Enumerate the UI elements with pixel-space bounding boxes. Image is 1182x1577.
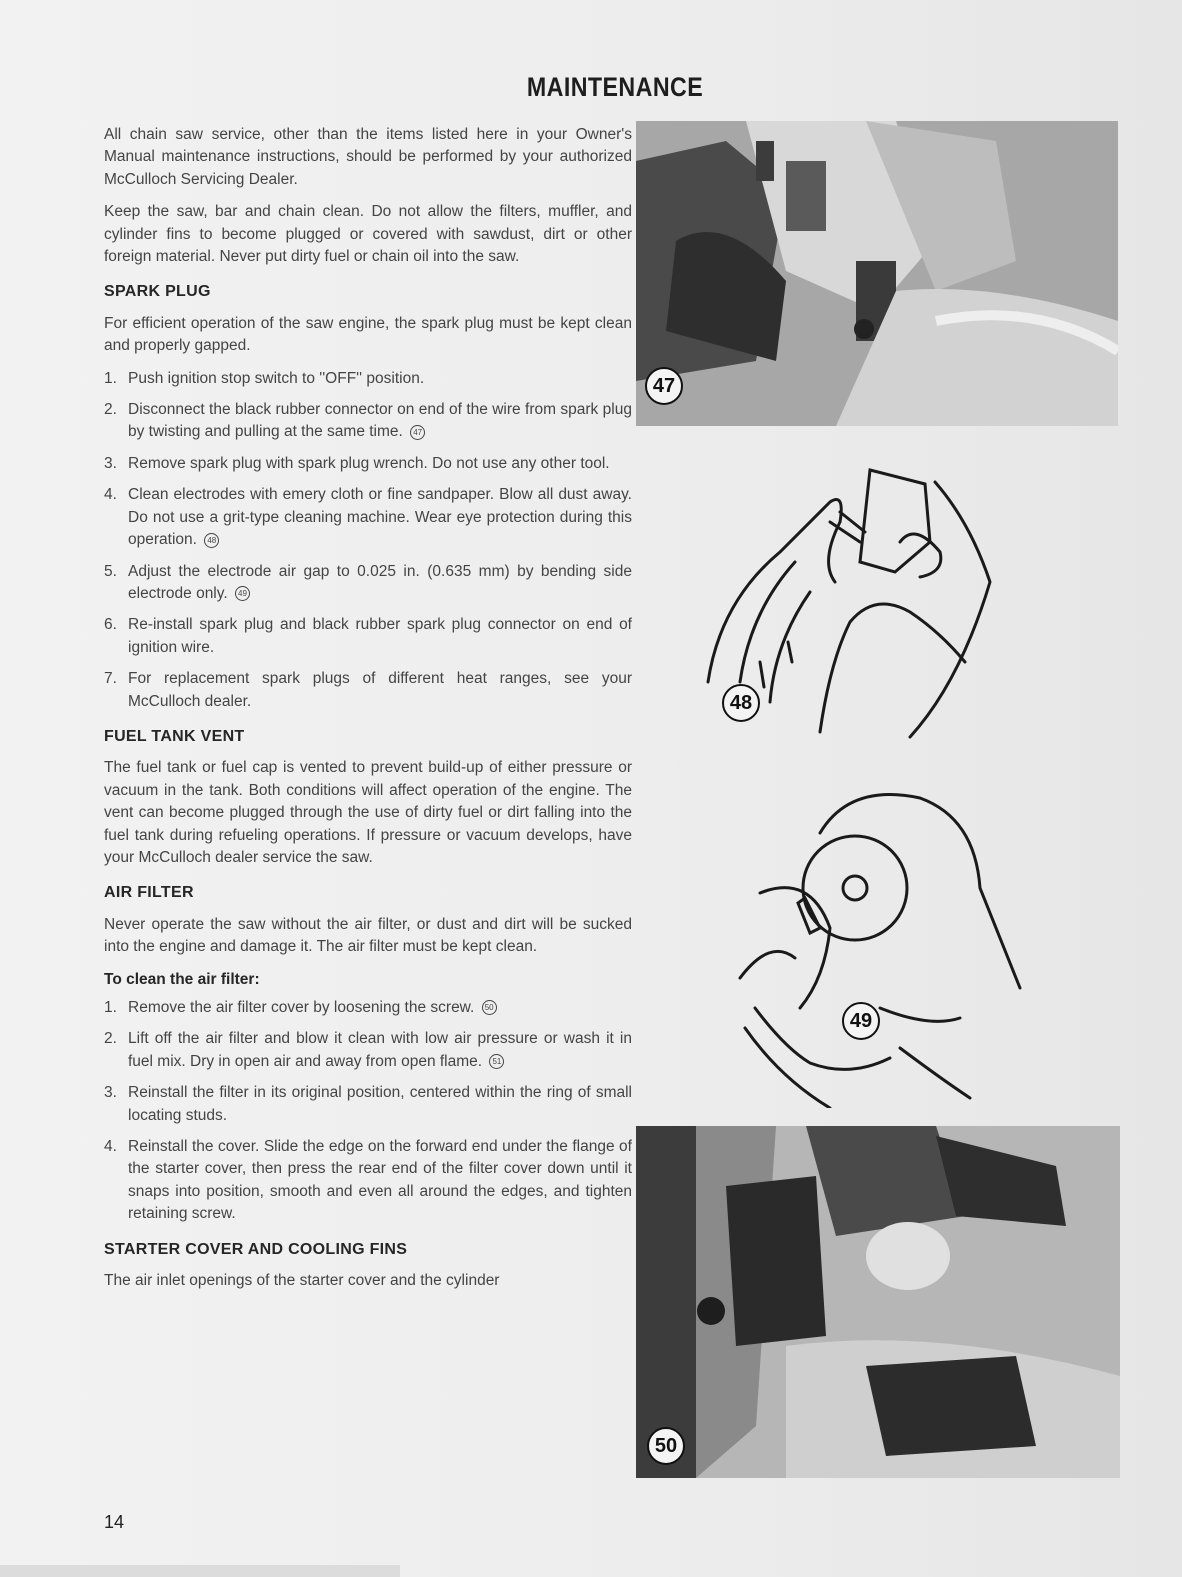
list-item: 6. Re-install spark plug and black rubber spark plug connector on end of ignition wire. <box>104 616 632 656</box>
fuel-tank-vent-text: The fuel tank or fuel cap is vented to prevent build-up of either pressure or vacuum in the tank. Both conditions will affect operation of the engine. The vent can become plugged through the use of dirty fuel or dirt falling into the fuel tank during refueling operations. If pressure or vacuum develops, have your McCulloch dealer service the saw. <box>104 759 632 866</box>
list-item: 4. Clean electrodes with emery cloth or fine sandpaper. Blow all dust away. Do not use a grit-type cleaning machine. Wear eye protection during this operation. 48 <box>104 486 632 549</box>
intro-paragraph-1: All chain saw service, other than the items listed here in your Owner's Manual maintenance instructions, should be performed by your authorized McCulloch Servicing Dealer. <box>104 126 632 188</box>
list-item: 1. Push ignition stop switch to ''OFF'' position. <box>104 369 425 387</box>
spark-plug-intro: For efficient operation of the saw engine, the spark plug must be kept clean and properly gapped. <box>104 314 632 355</box>
intro-paragraph-2: Keep the saw, bar and chain clean. Do not allow the filters, muffler, and cylinder fins to become plugged or covered with sawdust, dirt or other foreign material. Never put dirty fuel or chain oil into the saw. <box>104 203 632 266</box>
text-column <box>104 124 632 1302</box>
figure-49-label: 49 <box>842 1002 880 1040</box>
page-number: 14 <box>104 1512 125 1532</box>
figure-49-drawing <box>700 778 1030 1108</box>
figure-ref-icon: 51 <box>489 1054 504 1069</box>
figure-48-label: 48 <box>722 684 760 722</box>
figure-48-drawing <box>700 462 1000 742</box>
air-filter-heading: AIR FILTER <box>104 884 194 902</box>
list-item: 3. Reinstall the filter in its original position, centered within the ring of small locating studs. <box>104 1084 632 1124</box>
figure-50-photo <box>636 1126 1120 1478</box>
figure-ref-icon: 47 <box>410 425 425 440</box>
page-title: MAINTENANCE <box>526 72 704 102</box>
chainsaw-engine-illustration <box>636 121 1118 426</box>
figure-ref-icon: 48 <box>204 533 219 548</box>
air-filter-subheading: To clean the air filter: <box>104 970 260 988</box>
fuel-tank-vent-heading: FUEL TANK VENT <box>104 727 245 745</box>
scan-edge <box>0 1565 400 1577</box>
figure-50-label: 50 <box>647 1427 685 1465</box>
spark-plug-gapping-illustration <box>700 778 1030 1108</box>
figure-47-label: 47 <box>645 367 683 405</box>
air-filter-cover-illustration <box>636 1126 1120 1478</box>
figure-47-photo <box>636 121 1118 426</box>
spark-plug-heading: SPARK PLUG <box>104 283 211 301</box>
list-item: 4. Reinstall the cover. Slide the edge on the forward end under the flange of the starter cover, then press the rear end of the filter cover down until it snaps into position, smooth and even all around the edges, and tighten retaining screw. <box>104 1138 632 1223</box>
figure-ref-icon: 50 <box>482 1000 497 1015</box>
starter-cover-text: The air inlet openings of the starter cover and the cylinder <box>104 1272 500 1290</box>
list-item: 7. For replacement spark plugs of different heat ranges, see your McCulloch dealer. <box>104 670 632 710</box>
figure-ref-icon: 49 <box>235 586 250 601</box>
list-item: 2. Disconnect the black rubber connector on end of the wire from spark plug by twisting and pulling at the same time. 47 <box>104 401 632 441</box>
list-item: 3. Remove spark plug with spark plug wrench. Do not use any other tool. <box>104 454 610 472</box>
air-filter-text: Never operate the saw without the air filter, or dust and dirt will be sucked into the engine and damage it. The air filter must be kept clean. <box>104 915 632 956</box>
list-item: 1. Remove the air filter cover by loosening the screw. 50 <box>104 997 632 1019</box>
air-filter-steps <box>104 997 632 1226</box>
starter-cover-heading: STARTER COVER AND COOLING FINS <box>104 1240 408 1258</box>
spark-plug-steps <box>104 368 632 713</box>
list-item: 5. Adjust the electrode air gap to 0.025 in. (0.635 mm) by bending side electrode only. 49 <box>104 562 632 602</box>
list-item: 2. Lift off the air filter and blow it clean with low air pressure or wash it in fuel mix. Dry in open air and away from open flame. 51 <box>104 1030 632 1070</box>
